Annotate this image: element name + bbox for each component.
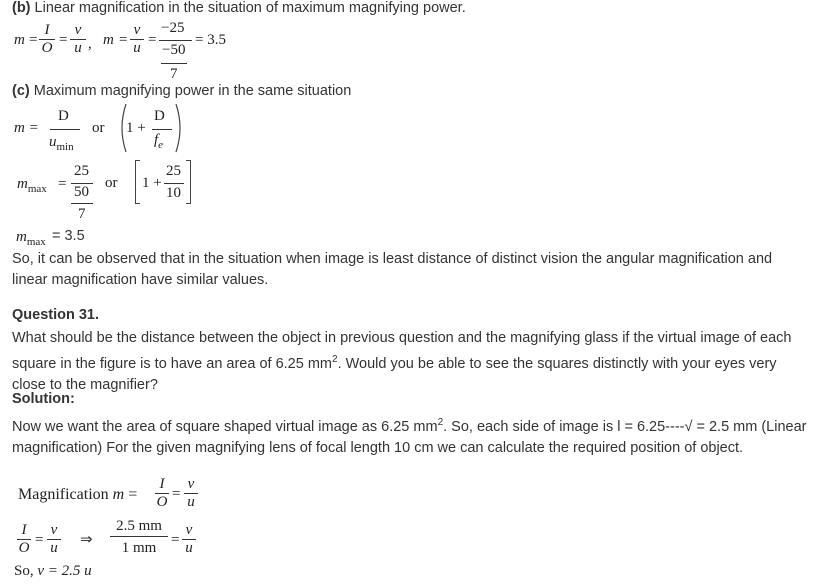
eq-c2-or: or bbox=[105, 175, 118, 191]
right-bracket-icon bbox=[186, 160, 191, 204]
question-title: Question 31. bbox=[12, 307, 100, 323]
so-line: So, v = 2.5 u bbox=[14, 563, 92, 579]
mag-frac-i-o: I O bbox=[156, 476, 168, 510]
mag-equals-2: = bbox=[172, 486, 181, 502]
eq-c1-D: D bbox=[58, 108, 69, 124]
part-c-label: (c) bbox=[12, 83, 30, 99]
frac-v-over-u: v u bbox=[70, 22, 86, 57]
eq-c2-one-plus: 1 + bbox=[142, 175, 162, 191]
eq-c1-D2: D bbox=[154, 108, 165, 124]
right-paren-icon bbox=[174, 103, 184, 153]
eq-c2-10: 10 bbox=[166, 185, 181, 201]
ratio-frac-i-o: I O bbox=[18, 522, 30, 556]
eq-c2-bar-sub bbox=[71, 203, 93, 204]
part-c-heading bbox=[12, 83, 351, 99]
ratio-equals-1: = bbox=[35, 532, 44, 548]
eq-b-bar-sub bbox=[161, 63, 187, 64]
eq-c2-bar2 bbox=[164, 183, 184, 184]
eq-b-m: m bbox=[14, 32, 25, 48]
frac-i-over-o: I O bbox=[39, 22, 55, 57]
eq-b-equals-1: = bbox=[29, 32, 38, 48]
eq-c2-mmax: $m_{max}$ bbox=[17, 176, 47, 195]
eq-b-comma: , bbox=[88, 36, 92, 52]
left-bracket-icon bbox=[135, 160, 140, 204]
part-c-conclusion: So, it can be observed that in the situation when image is least distance of distinct vision the angular magnification and linear magnification have similar values. bbox=[12, 251, 773, 288]
implies-arrow-icon: ⇒ bbox=[80, 532, 93, 548]
eq-c2-25: 25 bbox=[74, 163, 89, 179]
part-b-label: (b) bbox=[12, 0, 31, 16]
eq-c1-umin: $u_{min}$ bbox=[49, 134, 74, 153]
solution-text-after: . So, each side of image is l = 6.25----√ = 2.5 mm (Linear magnification) For the given magnifying lens of focal length 10 cm we can calculate the required position of object. bbox=[12, 419, 807, 456]
so-equation: v = 2.5 u bbox=[37, 563, 92, 579]
solution-title: Solution: bbox=[12, 391, 75, 407]
eq-c2-equals: = bbox=[58, 176, 67, 192]
eq-c1-m: m = bbox=[14, 120, 39, 136]
eq-c3-mmax: $m_{max}$ bbox=[16, 229, 46, 248]
mag-frac-v-u: v u bbox=[184, 476, 198, 511]
ratio-frac-v-u: v u bbox=[47, 522, 61, 557]
eq-c2-25b: 25 bbox=[166, 163, 181, 179]
eq-b-result: = 3.5 bbox=[195, 32, 226, 48]
eq-c1-fe: $f_e$ bbox=[154, 132, 164, 151]
solution-sup: 2 bbox=[437, 417, 444, 428]
eq-b-equals-3: = bbox=[119, 32, 128, 48]
eq-b-equals-2: = bbox=[59, 32, 68, 48]
ratio-frac-mm: 2.5 mm 1 mm bbox=[110, 516, 168, 559]
eq-c2-7: 7 bbox=[78, 206, 86, 222]
eq-b-bar-main bbox=[159, 40, 192, 41]
eq-c1-or: or bbox=[92, 120, 105, 136]
question-sup: 2 bbox=[332, 354, 338, 365]
eq-c1-bar bbox=[50, 129, 80, 130]
eq-b-neg25: −25 bbox=[161, 20, 185, 36]
solution-text bbox=[12, 412, 807, 459]
frac-v2-over-u2: v u bbox=[130, 22, 144, 57]
question-text-before: What should be the distance between the object in previous question and the magnifying glass if the virtual image of each square in the figure is to have an area of 6.25 mm bbox=[12, 330, 792, 372]
eq-b-m2: m bbox=[103, 32, 114, 48]
eq-b-neg50: −50 bbox=[162, 42, 186, 58]
ratio-equals-2: = bbox=[171, 532, 180, 548]
question-text bbox=[12, 328, 807, 396]
eq-b-seven: 7 bbox=[170, 66, 178, 82]
eq-b-equals-4: = bbox=[148, 32, 157, 48]
ratio-frac-v-u-2: v u bbox=[182, 522, 196, 557]
eq-c1-bar2 bbox=[152, 129, 172, 130]
mag-label: Magnification m = bbox=[18, 486, 138, 503]
eq-c3-result: = 3.5 bbox=[52, 228, 85, 244]
part-b-heading bbox=[12, 0, 466, 16]
part-b-heading-text: Linear magnification in the situation of maximum magnifying power. bbox=[34, 0, 466, 16]
part-c-heading-text: Maximum magnifying power in the same situation bbox=[33, 83, 352, 99]
eq-c2-50: 50 bbox=[74, 184, 89, 200]
question-text-after: . Would you be able to see the squares distinctly with your eyes very close to the magnifier? bbox=[12, 356, 777, 393]
eq-c1-one-plus: 1 + bbox=[126, 120, 146, 136]
solution-text-before: Now we want the area of square shaped virtual image as 6.25 mm bbox=[12, 419, 438, 435]
